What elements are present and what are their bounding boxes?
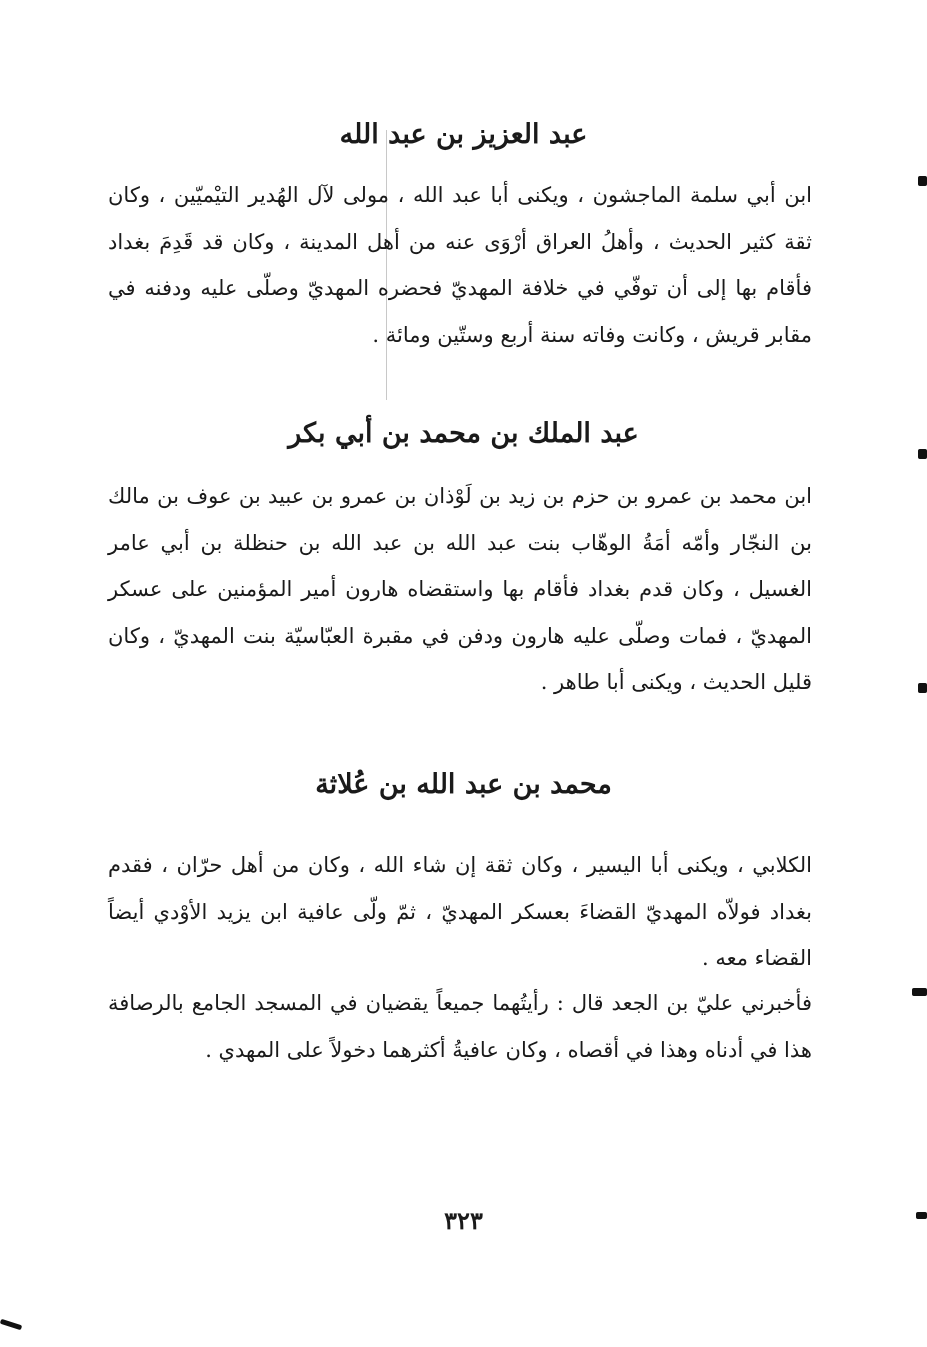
section-heading-1: عبد العزيز بن عبد الله bbox=[339, 119, 588, 150]
margin-mark bbox=[0, 1319, 22, 1331]
margin-mark bbox=[918, 683, 927, 693]
section-3-paragraph-1: الكلابي ، ويكنى أبا اليسير ، وكان ثقة إن شاء الله ، وكان من أهل حرّان ، فقدم بغداد فولاّه المهديّ القضاءَ بعسكر المهديّ ، ثمّ ولّى عافية ابن يزيد الأوْدي أيضاً القضاء معه . bbox=[108, 853, 812, 970]
margin-mark bbox=[916, 1212, 927, 1219]
margin-mark bbox=[912, 988, 927, 996]
section-heading-3: محمد بن عبد الله بن عُلاثة bbox=[315, 769, 612, 800]
margin-mark bbox=[918, 449, 927, 459]
section-2-paragraph: ابن محمد بن عمرو بن حزم بن زيد بن لَوْذان بن عمرو بن عبيد بن عوف بن مالك بن النجّار وأمّه أمَةُ الوهّاب بنت عبد الله بن عبد الله بن حنظلة بن أبي عامر الغسيل ، وكان قدم بغداد فأقام بها واستقضاه هارون أمير المؤمنين على عسكر المهديّ ، فمات وصلّى عليه هارون ودفن في مقبرة العبّاسيّة بنت المهديّ ، وكان قليل الحديث ، ويكنى أبا طاهر . bbox=[108, 484, 812, 694]
margin-mark bbox=[918, 176, 927, 186]
section-heading-2: عبد الملك بن محمد بن أبي بكر bbox=[288, 418, 639, 449]
page-number: ٣٢٣ bbox=[444, 1206, 483, 1235]
section-1-paragraph: ابن أبي سلمة الماجشون ، ويكنى أبا عبد الله ، مولى لآل الهُدير التيْميّين ، وكان ثقة كثير الحديث ، وأهلُ العراق أرْوَى عنه من أهل المدينة ، وكان قد قَدِمَ بغداد فأقام بها إلى أن توفّي في خلافة المهديّ فحضره المهديّ وصلّى عليه ودفنه في مقابر قريش ، وكانت وفاته سنة أربع وستّين ومائة . bbox=[108, 183, 812, 347]
section-3-paragraph-2: فأخبرني عليّ بن الجعد قال : رأيتُهما جميعاً يقضيان في المسجد الجامع بالرصافة هذا في أدناه وهذا في أقصاه ، وكان عافيةُ أكثرهما دخولاً على المهدي . bbox=[108, 991, 812, 1062]
